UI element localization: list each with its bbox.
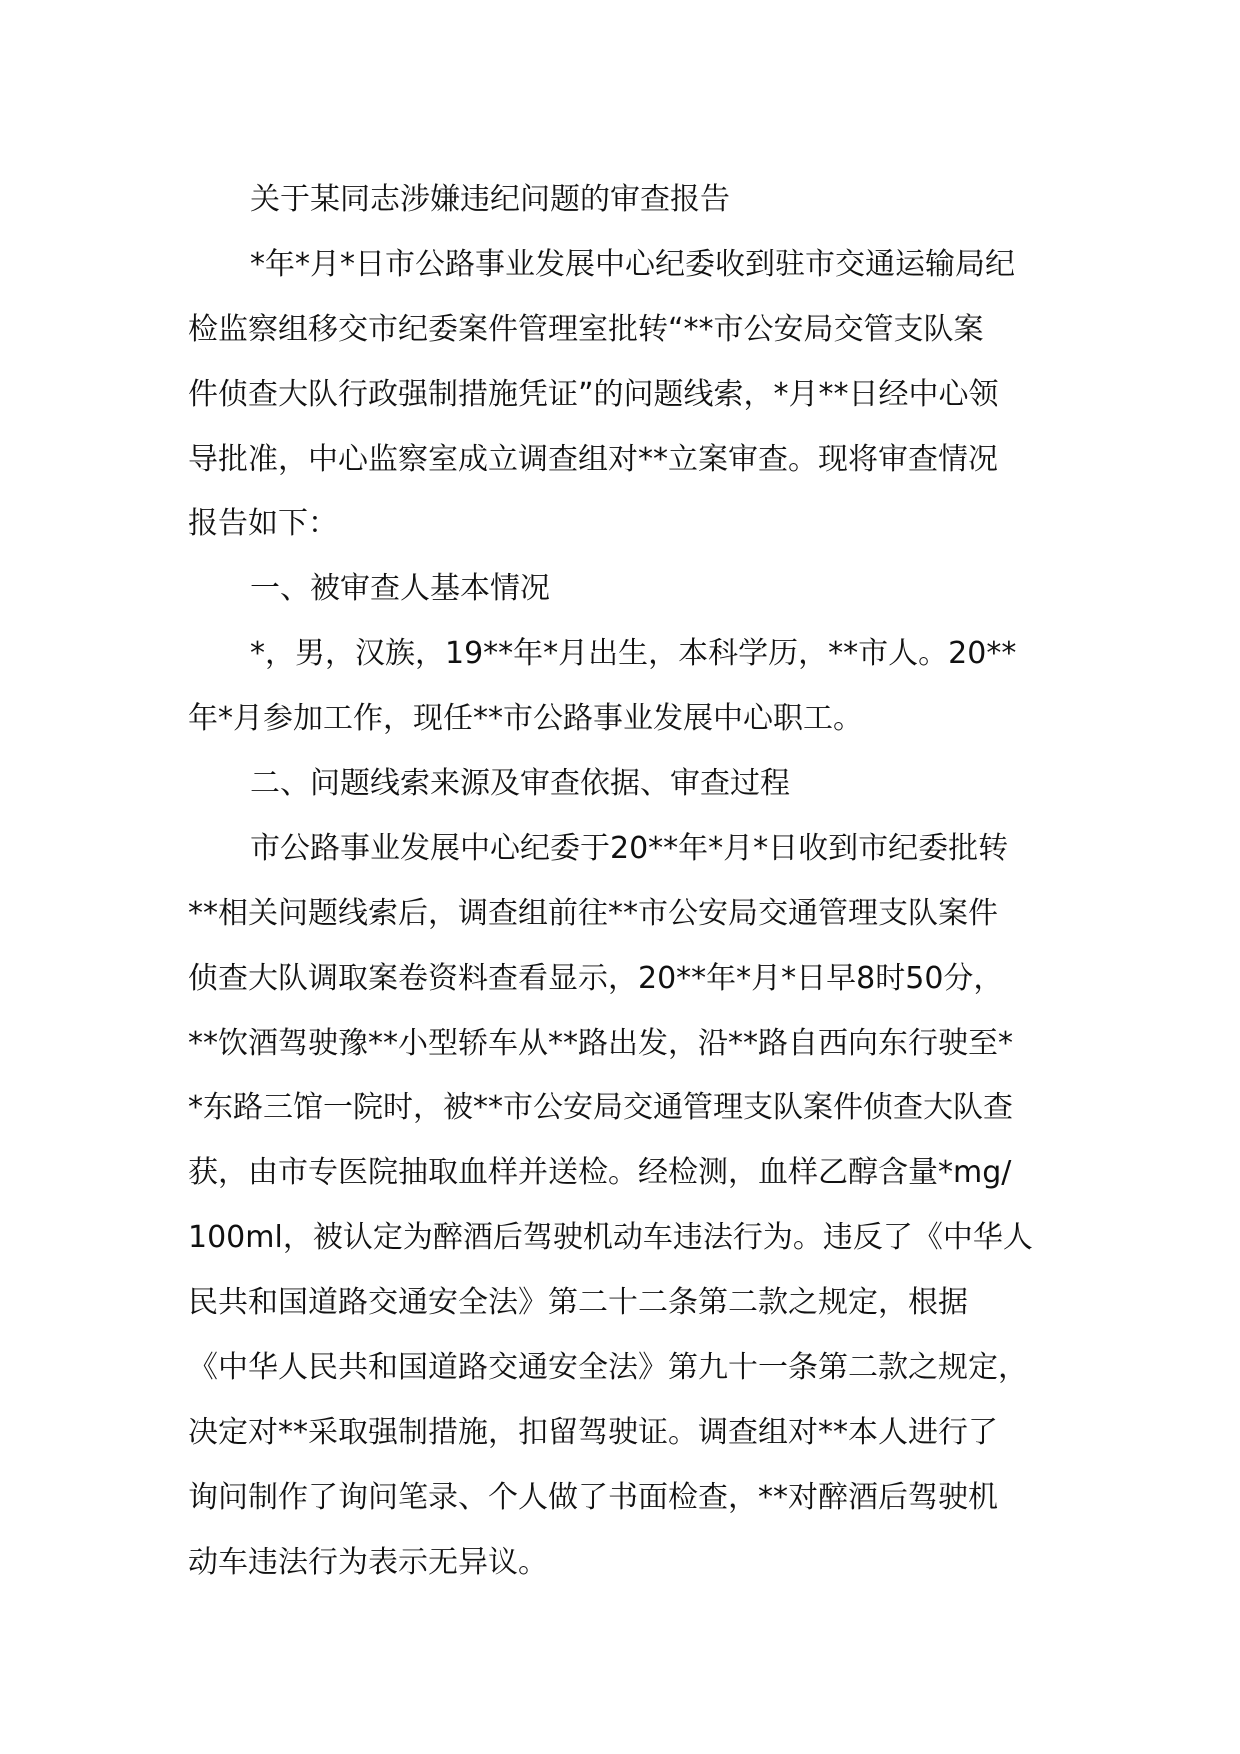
paragraph-line: 100ml，被认定为醉酒后驾驶机动车违法行为。违反了《中华人 (188, 1220, 1033, 1256)
paragraph-line: 决定对**采取强制措施，扣留驾驶证。调查组对**本人进行了 (188, 1414, 998, 1450)
paragraph-line: 报告如下： (188, 506, 338, 542)
paragraph-line: 年*月参加工作，现任**市公路事业发展中心职工。 (188, 701, 863, 737)
paragraph-line: 市公路事业发展中心纪委于20**年*月*日收到市纪委批转 (250, 830, 1009, 866)
paragraph-line: 侦查大队调取案卷资料查看显示，20**年*月*日早8时50分， (188, 960, 1004, 996)
section-heading: 一、被审查人基本情况 (250, 571, 550, 607)
paragraph-line: 动车违法行为表示无异议。 (188, 1544, 548, 1580)
paragraph-line: 获，由市专医院抽取血样并送检。经检测，血样乙醇含量*mg/ (188, 1155, 1012, 1191)
paragraph-line: 《中华人民共和国道路交通安全法》第九十一条第二款之规定， (188, 1350, 1028, 1386)
paragraph-line: 导批准，中心监察室成立调查组对**立案审查。现将审查情况 (188, 441, 998, 477)
paragraph-line: *，男，汉族，19**年*月出生，本科学历，**市人。20** (250, 636, 1017, 672)
section-heading: 二、问题线索来源及审查依据、审查过程 (250, 766, 790, 802)
paragraph-line: **相关问题线索后，调查组前往**市公安局交通管理支队案件 (188, 895, 998, 931)
paragraph-line: *年*月*日市公路事业发展中心纪委收到驻市交通运输局纪 (250, 246, 1015, 282)
paragraph-line: 询问制作了询问笔录、个人做了书面检查，**对醉酒后驾驶机 (188, 1479, 998, 1515)
document-title: 关于某同志涉嫌违纪问题的审查报告 (250, 182, 730, 217)
document-body (188, 168, 1088, 1596)
paragraph-line: *东路三馆一院时，被**市公安局交通管理支队案件侦查大队查 (188, 1090, 1013, 1126)
paragraph-line: 民共和国道路交通安全法》第二十二条第二款之规定，根据 (188, 1285, 968, 1321)
paragraph-line: **饮酒驾驶豫**小型轿车从**路出发，沿**路自西向东行驶至* (188, 1025, 1013, 1061)
paragraph-line: 件侦查大队行政强制措施凭证”的问题线索，*月**日经中心领 (188, 376, 999, 412)
paragraph-line: 检监察组移交市纪委案件管理室批转“**市公安局交管支队案 (188, 311, 984, 347)
